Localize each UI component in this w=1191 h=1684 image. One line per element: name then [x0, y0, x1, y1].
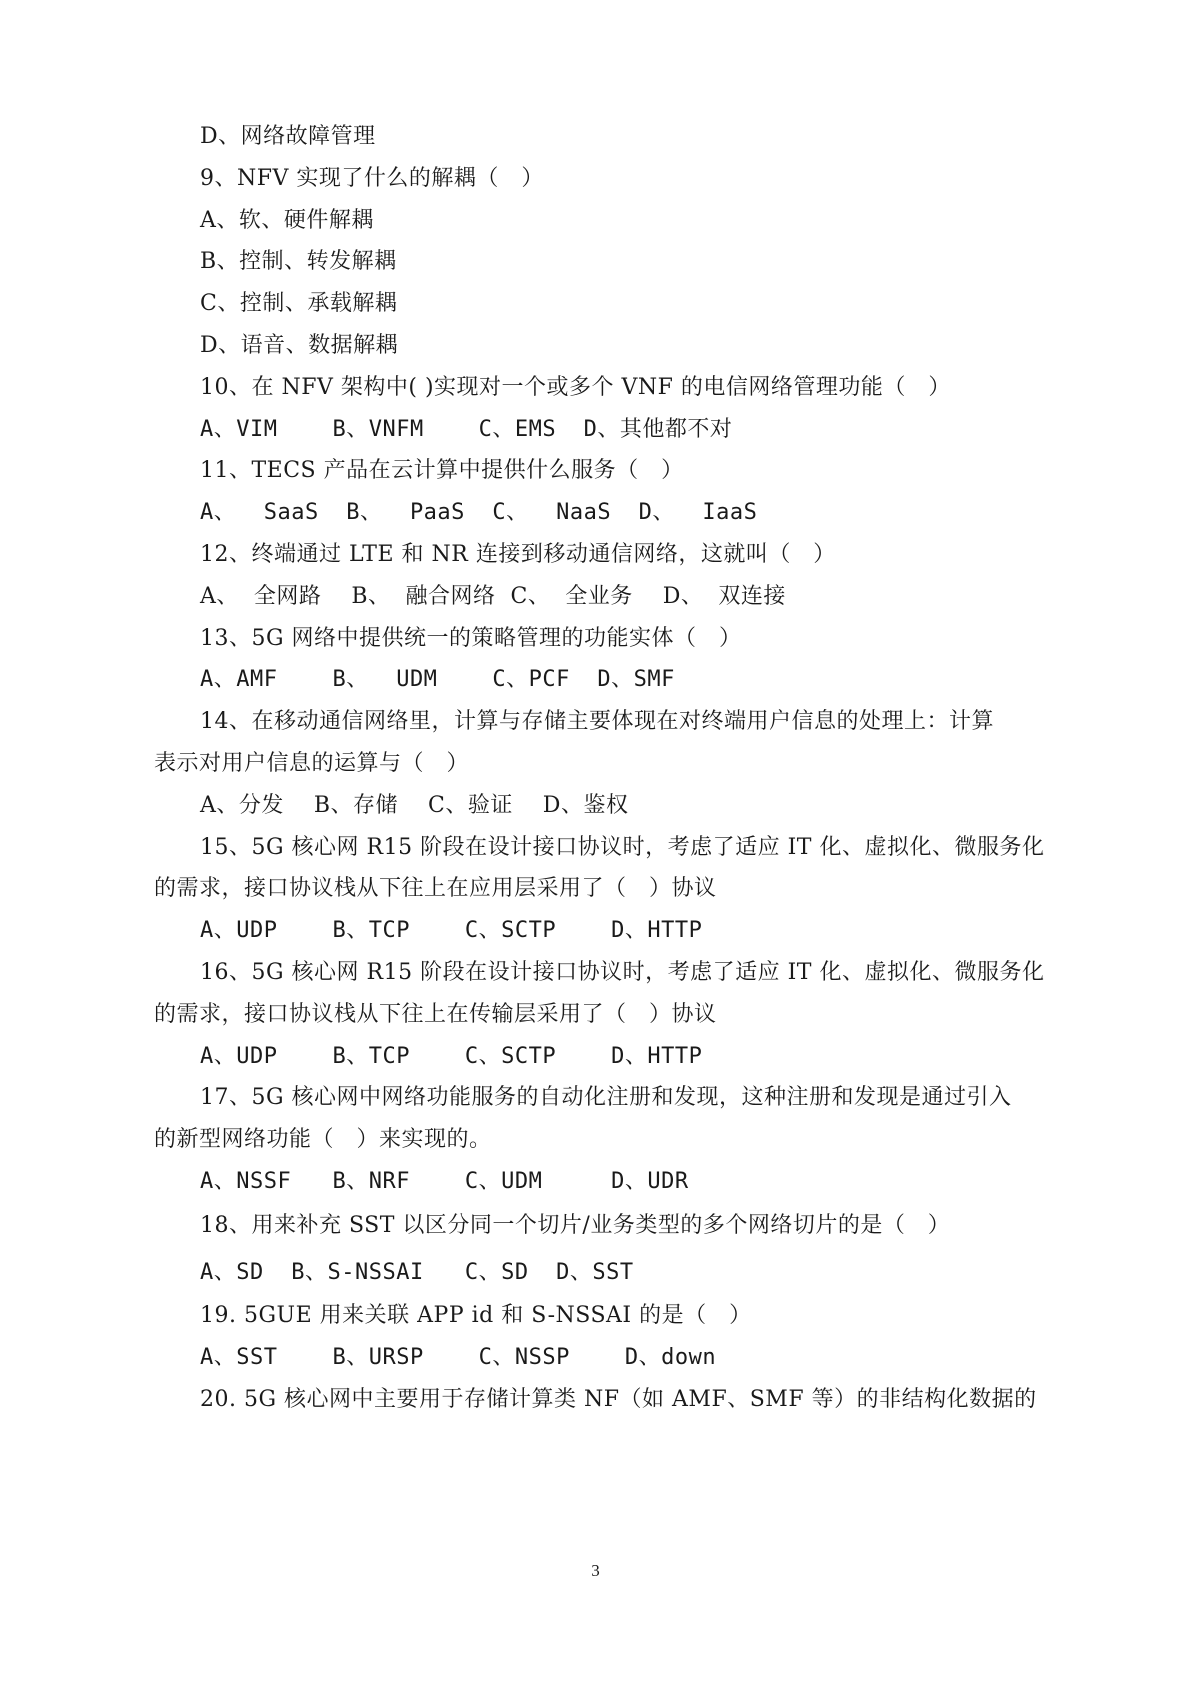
question-line: 20. 5G 核心网中主要用于存储计算类 NF（如 AMF、SMF 等）的非结构化数据的 — [200, 1387, 1037, 1412]
question-line: 15、5G 核心网 R15 阶段在设计接口协议时，考虑了适应 IT 化、虚拟化、微服务化 — [200, 835, 1045, 860]
question-line: 14、在移动通信网络里，计算与存储主要体现在对终端用户信息的处理上：计算 — [200, 709, 994, 734]
question-line: 9、NFV 实现了什么的解耦（ ） — [200, 166, 544, 191]
option-line: A、UDP B、TCP C、SCTP D、HTTP — [200, 918, 703, 943]
option-line: A、NSSF B、NRF C、UDM D、UDR — [200, 1169, 689, 1194]
option-line: C、控制、承载解耦 — [200, 291, 398, 316]
question-line-continued: 表示对用户信息的运算与（ ） — [154, 751, 469, 776]
question-line: 17、5G 核心网中网络功能服务的自动化注册和发现，这种注册和发现是通过引入 — [200, 1085, 1012, 1110]
option-line: A、软、硬件解耦 — [200, 208, 374, 233]
option-line: A、分发 B、存储 C、验证 D、鉴权 — [200, 793, 629, 818]
option-line: A、SD B、S-NSSAI C、SD D、SST — [200, 1260, 634, 1285]
option-line: A、 全网路 B、 融合网络 C、 全业务 D、 双连接 — [200, 584, 786, 609]
question-line: 11、TECS 产品在云计算中提供什么服务（ ） — [200, 458, 684, 483]
option-line: A、VIM B、VNFM C、EMS D、其他都不对 — [200, 417, 733, 442]
question-line-continued: 的需求，接口协议栈从下往上在传输层采用了（ ）协议 — [154, 1002, 717, 1027]
option-line: A、UDP B、TCP C、SCTP D、HTTP — [200, 1044, 703, 1069]
option-line: D、语音、数据解耦 — [200, 333, 399, 358]
question-line: 13、5G 网络中提供统一的策略管理的功能实体（ ） — [200, 626, 742, 651]
question-line: 10、在 NFV 架构中( )实现对一个或多个 VNF 的电信网络管理功能（ ） — [200, 375, 951, 400]
question-line: 12、终端通过 LTE 和 NR 连接到移动通信网络，这就叫（ ） — [200, 542, 836, 567]
question-line: 16、5G 核心网 R15 阶段在设计接口协议时，考虑了适应 IT 化、虚拟化、微服务化 — [200, 960, 1045, 985]
question-line: 19. 5GUE 用来关联 APP id 和 S-NSSAI 的是（ ） — [200, 1303, 752, 1328]
option-line: A、 SaaS B、 PaaS C、 NaaS D、 IaaS — [200, 500, 758, 525]
question-line-continued: 的新型网络功能（ ）来实现的。 — [154, 1127, 492, 1152]
page-number: 3 — [591, 1561, 600, 1580]
question-line: 18、用来补充 SST 以区分同一个切片/业务类型的多个网络切片的是（ ） — [200, 1213, 951, 1238]
option-line: D、网络故障管理 — [200, 124, 376, 149]
option-line: A、AMF B、 UDM C、PCF D、SMF — [200, 667, 675, 692]
question-line-continued: 的需求，接口协议栈从下往上在应用层采用了（ ）协议 — [154, 876, 717, 901]
option-line: A、SST B、URSP C、NSSP D、down — [200, 1345, 717, 1370]
option-line: B、控制、转发解耦 — [200, 249, 397, 274]
